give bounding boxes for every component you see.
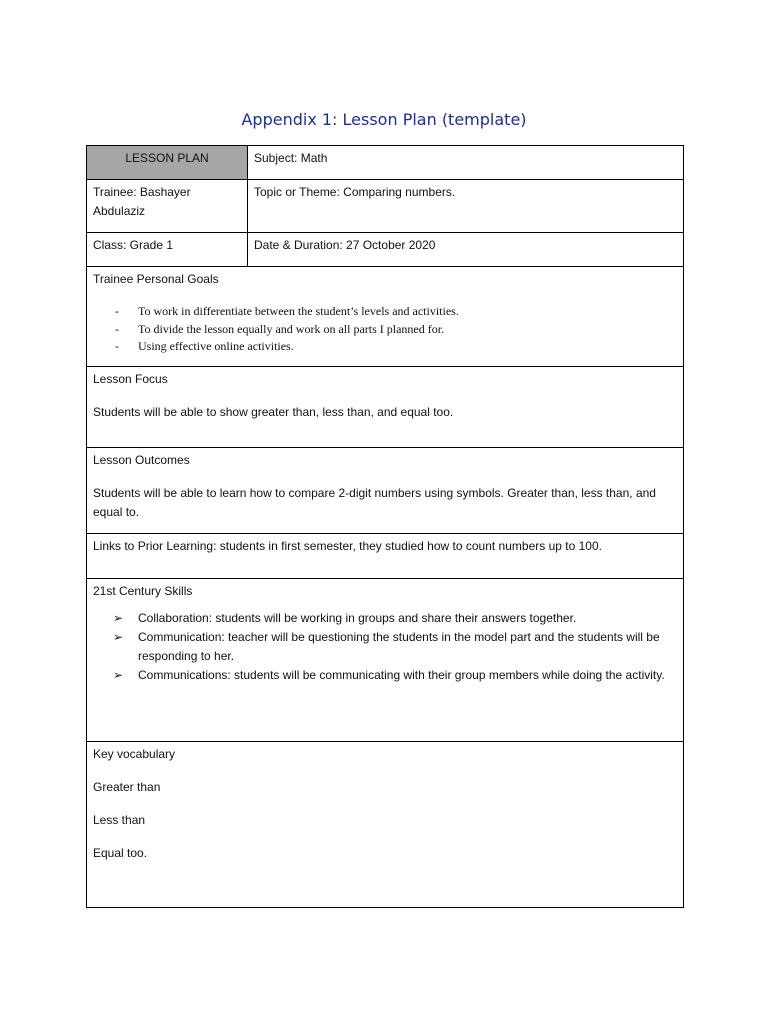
vocabulary-item: Less than — [93, 813, 146, 827]
dash-bullet: - — [115, 321, 119, 336]
vocabulary-heading: Key vocabulary — [93, 747, 176, 761]
vocabulary-cell — [87, 742, 684, 908]
skills-heading: 21st Century Skills — [93, 584, 193, 598]
lesson-outcomes-text: Students will be able to learn how to compare 2-digit numbers using symbols. Greater than, less than, and equal to. — [93, 486, 656, 519]
table-row — [87, 742, 684, 908]
arrow-bullet-icon: ➢ — [113, 630, 124, 644]
personal-goals-cell — [87, 267, 684, 367]
list-item: ➢ Communication: teacher will be questioning the students in the model part and the students will be responding to her. — [113, 630, 660, 663]
trainee-cell: Trainee: Bashayer Abdulaziz — [87, 180, 248, 233]
table-row — [87, 579, 684, 742]
lesson-plan-label-cell: LESSON PLAN — [87, 146, 248, 180]
list-item: ➢ Collaboration: students will be working in groups and share their answers together. — [93, 609, 677, 628]
table-row — [87, 267, 684, 367]
skills-cell — [87, 579, 684, 742]
lesson-outcomes-cell — [87, 448, 684, 534]
class-cell: Class: Grade 1 — [87, 233, 248, 267]
lesson-focus-heading: Lesson Focus — [93, 372, 168, 386]
list-item: - To work in differentiate between the student’s levels and activities. — [93, 303, 677, 321]
table-row — [87, 180, 684, 233]
list-item: - Using effective online activities. — [93, 338, 677, 356]
lesson-focus-text: Students will be able to show greater than, less than, and equal too. — [93, 405, 454, 419]
table-row — [87, 367, 684, 448]
date-duration-cell: Date & Duration: 27 October 2020 — [248, 233, 684, 267]
lesson-outcomes-heading: Lesson Outcomes — [93, 453, 190, 467]
personal-goals-list — [93, 303, 677, 356]
skills-list — [93, 609, 677, 685]
arrow-bullet-icon: ➢ — [113, 668, 124, 682]
arrow-bullet-icon: ➢ — [113, 611, 124, 625]
vocabulary-item: Equal too. — [93, 846, 148, 860]
subject-cell: Subject: Math — [248, 146, 684, 180]
table-row — [87, 233, 684, 267]
lesson-focus-cell — [87, 367, 684, 448]
dash-bullet: - — [115, 304, 119, 318]
list-item: - To divide the lesson equally and work on all parts I planned for. — [93, 321, 677, 339]
list-item: ➢ Communications: students will be communicating with their group members while doing the activity. — [93, 666, 677, 685]
personal-goals-heading: Trainee Personal Goals — [93, 272, 219, 286]
table-row — [87, 448, 684, 534]
table-row — [87, 534, 684, 579]
vocabulary-item: Greater than — [93, 780, 161, 794]
prior-learning-cell: Links to Prior Learning: students in first semester, they studied how to count numbers up to 100. — [87, 534, 684, 579]
dash-bullet: - — [115, 339, 119, 353]
lesson-plan-table — [86, 145, 684, 908]
topic-cell: Topic or Theme: Comparing numbers. — [248, 180, 684, 233]
table-row — [87, 146, 684, 180]
document-title: Appendix 1: Lesson Plan (template) — [241, 110, 527, 129]
